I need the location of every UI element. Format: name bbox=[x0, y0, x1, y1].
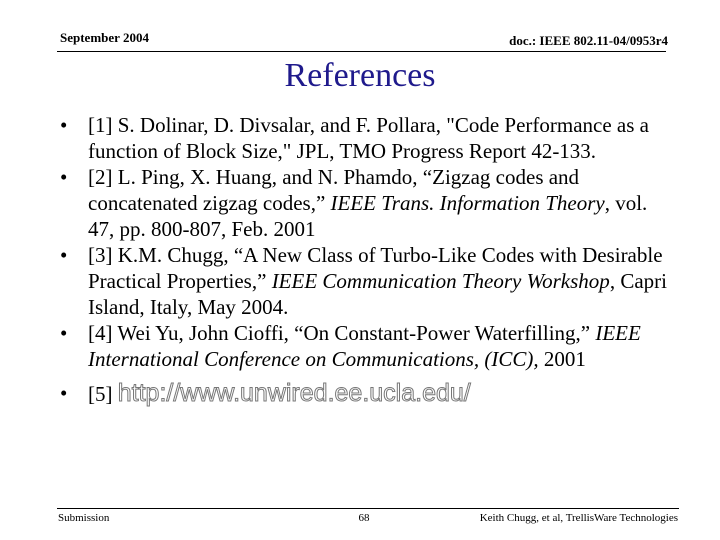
web-reference-link[interactable]: http://www.unwired.ee.ucla.edu/ bbox=[117, 379, 471, 407]
reference-text: , vol. 47, pp. 800-807, Feb. 2001 bbox=[88, 191, 648, 241]
reference-text: [1] S. Dolinar, D. Divsalar, and F. Pollara, "Code Performance as a function of Block Size," JPL, TMO Progress Report 42-133. bbox=[88, 113, 649, 163]
reference-list bbox=[58, 112, 678, 407]
reference-item bbox=[58, 320, 678, 372]
reference-venue: IEEE Communication Theory Workshop bbox=[271, 269, 610, 293]
footer-author: Keith Chugg, et al, TrellisWare Technologies bbox=[479, 512, 678, 524]
header-doc-id: doc.: IEEE 802.11-04/0953r4 bbox=[509, 33, 668, 48]
reference-text: [4] Wei Yu, John Cioffi, “On Constant-Power Waterfilling,” bbox=[88, 321, 596, 345]
footer-submission: Submission bbox=[58, 512, 110, 524]
bullet-icon: • bbox=[60, 243, 68, 267]
page-number: 68 bbox=[358, 512, 370, 524]
bullet-icon: • bbox=[60, 113, 68, 137]
bullet-icon: • bbox=[60, 321, 68, 345]
reference-venue: IEEE International Conference on Communications, (ICC), bbox=[88, 321, 641, 371]
slide-title: References bbox=[284, 57, 436, 94]
bullet-icon: • bbox=[60, 165, 68, 189]
reference-item bbox=[58, 112, 678, 164]
footer-divider bbox=[57, 508, 679, 509]
reference-text: 2001 bbox=[538, 347, 586, 371]
reference-item-web bbox=[58, 380, 678, 407]
reference-text: [2] L. Ping, X. Huang, and N. Phamdo, “Zigzag codes and concatenated zigzag codes,” bbox=[88, 165, 580, 215]
bullet-icon: • bbox=[60, 381, 68, 405]
reference-text: [3] K.M. Chugg, “A New Class of Turbo-Like Codes with Desirable Practical Properties,” bbox=[88, 243, 663, 293]
reference-venue: IEEE Trans. Information Theory bbox=[330, 191, 605, 215]
web-reference-label: [5] bbox=[88, 382, 113, 406]
reference-text: , Capri Island, Italy, May 2004. bbox=[88, 269, 667, 319]
header-date: September 2004 bbox=[60, 30, 149, 45]
reference-item bbox=[58, 164, 678, 242]
reference-item bbox=[58, 242, 678, 320]
header-divider bbox=[57, 51, 666, 52]
